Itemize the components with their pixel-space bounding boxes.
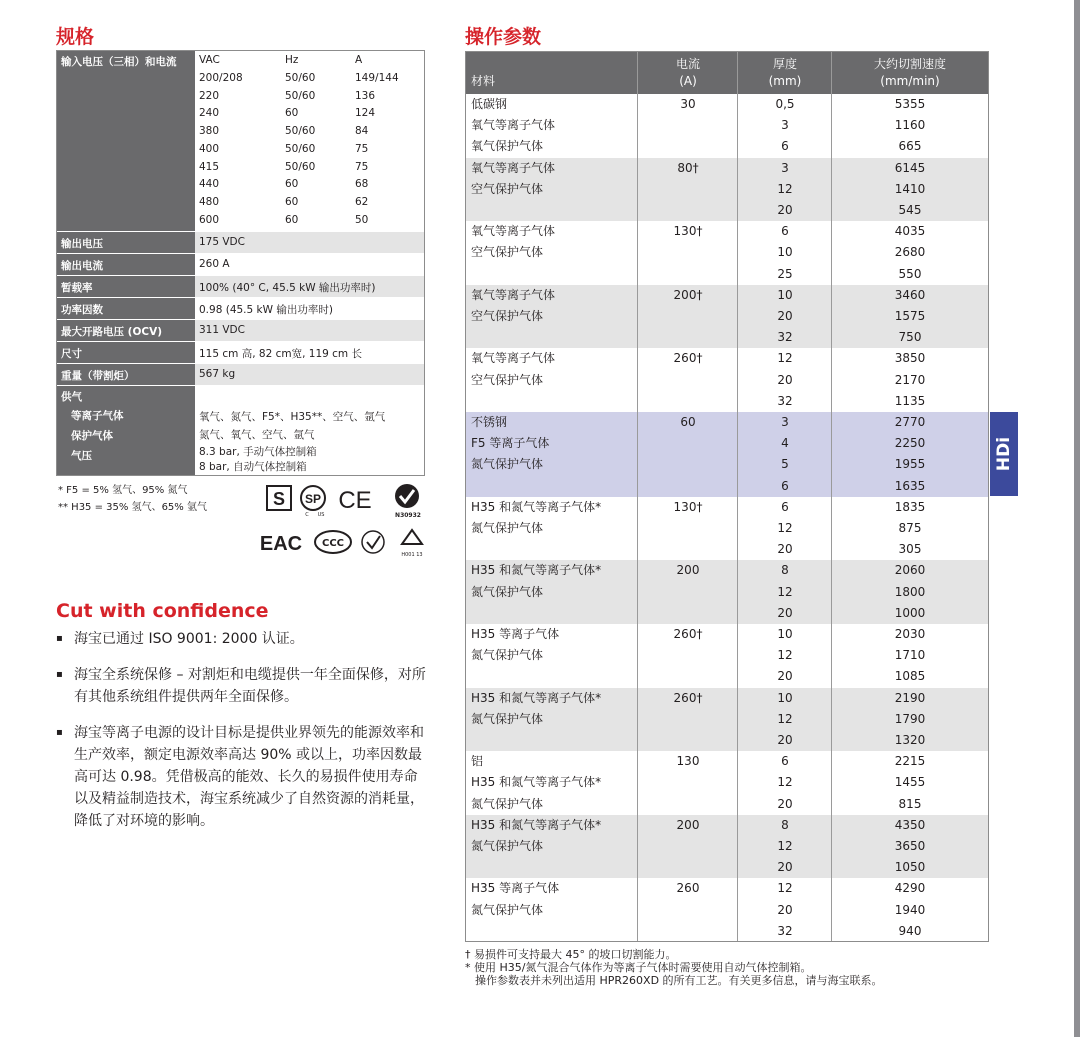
- input-cell: 600: [199, 213, 220, 226]
- material-label: 氮气保护气体: [471, 902, 544, 917]
- specs-row: [57, 232, 424, 253]
- input-cell: 415: [199, 160, 220, 173]
- ops-group: [466, 412, 988, 497]
- material-label: H35 和氮气等离子气体*: [471, 817, 602, 832]
- specs-label: 功率因数: [57, 298, 195, 319]
- material-label: 空气保护气体: [471, 308, 544, 323]
- input-cell: 124: [355, 107, 376, 120]
- input-cell: 84: [355, 125, 369, 138]
- speed-value: 1135: [894, 393, 926, 408]
- specs-value: 0.98 (45.5 kW 输出功率时): [199, 304, 333, 316]
- svg-text:SP: SP: [304, 492, 322, 506]
- material-label: 空气保护气体: [471, 181, 544, 196]
- material-label: 氧气等离子气体: [471, 351, 556, 366]
- thickness-value: 20: [777, 605, 793, 620]
- speed-value: 2060: [894, 563, 926, 578]
- material-label: 氮气保护气体: [471, 648, 544, 663]
- thickness-value: 3: [781, 415, 789, 429]
- thickness-value: 20: [777, 372, 793, 387]
- thickness-value: 12: [777, 838, 793, 853]
- ops-group: [466, 497, 988, 561]
- input-cell: 400: [199, 142, 220, 155]
- current-value: 260†: [673, 690, 703, 705]
- speed-value: 2190: [894, 690, 926, 705]
- speed-value: 1000: [894, 605, 926, 620]
- gas-sub-plasma: 等离子气体: [71, 410, 124, 422]
- speed-value: 2770: [894, 415, 926, 429]
- input-cell: 60: [285, 213, 299, 226]
- speed-value: 3460: [894, 287, 926, 302]
- s-mark-icon: [267, 486, 291, 510]
- input-header-hz: Hz: [285, 54, 299, 66]
- speed-value: 1800: [894, 584, 926, 599]
- specs-title: 规格: [56, 26, 95, 48]
- material-label: F5 等离子气体: [471, 436, 550, 451]
- gas-sub-pressure: 气压: [71, 450, 92, 462]
- material-label: H35 和氮气等离子气体*: [471, 499, 602, 514]
- bullet-item: ▪ 海宝等离子电源的设计目标是提供业界领先的能源效率和生产效率，额定电源效率高达 90% 或以上，功率因数最高可达 0.98。凭借极高的能效、长久的易损件使用寿命以及精益制造技术，海宝系统减少了自然资源的消耗量，降低了对环境的影响。: [56, 722, 426, 832]
- thickness-value: 20: [777, 669, 793, 684]
- input-table: [195, 51, 424, 231]
- speed-value: 2170: [894, 372, 926, 387]
- ops-table: [465, 51, 989, 942]
- current-value: 200: [676, 563, 700, 578]
- material-label: H35 和氮气等离子气体*: [471, 775, 602, 790]
- speed-value: 2030: [894, 627, 926, 641]
- specs-row: [57, 276, 424, 297]
- specs-label: 暂载率: [57, 276, 195, 297]
- thickness-value: 3: [781, 118, 789, 133]
- thickness-value: 10: [777, 690, 793, 705]
- specs-value: 115 cm 高, 82 cm宽, 119 cm 长: [199, 348, 362, 360]
- input-cell: 60: [285, 178, 299, 191]
- eac-mark-icon: [260, 533, 302, 555]
- ops-group: [466, 348, 988, 412]
- specs-row: [57, 320, 424, 341]
- input-cell: 50/60: [285, 142, 316, 155]
- bullet-item: ▪ 海宝已通过 ISO 9001: 2000 认证。: [56, 628, 426, 650]
- specs-value: 260 A: [199, 258, 230, 270]
- specs-value: 567 kg: [199, 368, 236, 380]
- input-cell: 136: [355, 89, 376, 102]
- footnote: 操作参数表并未列出适用 HPR260XD 的所有工艺。有关更多信息，请与海宝联系。: [475, 974, 883, 987]
- thickness-value: 12: [777, 711, 793, 726]
- speed-value: 940: [898, 923, 922, 938]
- thickness-value: 12: [777, 648, 793, 663]
- thickness-value: 20: [777, 732, 793, 747]
- thickness-value: 32: [777, 923, 793, 938]
- page-edge: [1074, 0, 1080, 1037]
- speed-value: 2250: [894, 436, 926, 451]
- input-cell: 60: [285, 195, 299, 208]
- current-value: 260: [676, 881, 700, 896]
- ops-title: 操作参数: [465, 26, 542, 48]
- input-cell: 380: [199, 125, 220, 138]
- ops-group: [466, 688, 988, 752]
- material-label: H35 等离子气体: [471, 881, 560, 896]
- thickness-value: 8: [781, 817, 789, 832]
- specs-label: 输入电压（三相）和电流: [57, 51, 195, 231]
- specs-label: 输出电流: [57, 254, 195, 275]
- material-label: 氧气等离子气体: [471, 160, 556, 175]
- svg-text:H001 13: H001 13: [401, 552, 423, 558]
- header-thickness: 厚度 (mm): [768, 57, 802, 88]
- gas-value: 8 bar, 自动气体控制箱: [199, 461, 307, 473]
- speed-value: 4290: [894, 881, 926, 896]
- current-value: 200: [676, 817, 700, 832]
- speed-value: 1635: [894, 478, 926, 493]
- thickness-value: 8: [781, 563, 789, 578]
- input-cell: 50/60: [285, 89, 316, 102]
- input-cell: 220: [199, 89, 220, 102]
- thickness-value: 20: [777, 308, 793, 323]
- current-value: 200†: [673, 287, 703, 302]
- footnote: † 易损件可支持最大 45° 的坡口切割能力。: [465, 948, 677, 961]
- input-cell: 440: [199, 178, 220, 191]
- speed-value: 4035: [894, 224, 926, 239]
- svg-text:EAC: EAC: [259, 533, 303, 555]
- specs-value: 311 VDC: [199, 324, 245, 336]
- footnote: * F5 = 5% 氢气、95% 氮气: [58, 485, 188, 496]
- ops-group: [466, 751, 988, 815]
- speed-value: 545: [898, 202, 922, 217]
- ops-header: [466, 52, 988, 94]
- speed-value: 1410: [894, 181, 926, 196]
- material-label: 氧气等离子气体: [471, 118, 556, 133]
- specs-label: 输出电压: [57, 232, 195, 253]
- thickness-value: 0,5: [775, 97, 795, 111]
- speed-value: 1320: [894, 732, 926, 747]
- speed-value: 1050: [894, 860, 926, 875]
- material-label: H35 和氮气等离子气体*: [471, 563, 602, 578]
- thickness-value: 10: [777, 627, 793, 641]
- input-cell: 60: [285, 107, 299, 120]
- material-label: H35 等离子气体: [471, 627, 560, 641]
- current-value: 30: [680, 97, 696, 111]
- csa-mark-icon: [301, 486, 325, 518]
- speed-value: 5355: [894, 97, 926, 111]
- ops-group: [466, 285, 988, 349]
- input-cell: 75: [355, 142, 369, 155]
- header-material: 材料: [471, 74, 496, 88]
- material-label: 氮气保护气体: [471, 584, 544, 599]
- svg-text:CE: CE: [338, 487, 372, 514]
- input-cell: 200/208: [199, 72, 243, 84]
- thickness-value: 12: [777, 181, 793, 196]
- specs-label: 供气 等离子气体 保护气体 气压: [57, 386, 195, 475]
- speed-value: 305: [898, 542, 922, 557]
- svg-text:S: S: [272, 489, 286, 509]
- ops-group: [466, 878, 988, 942]
- speed-value: 1940: [894, 902, 926, 917]
- speed-value: 2680: [894, 245, 926, 260]
- material-label: 氧气等离子气体: [471, 287, 556, 302]
- material-label: 氮气保护气体: [471, 796, 544, 811]
- input-cell: 480: [199, 195, 220, 208]
- thickness-value: 12: [777, 520, 793, 535]
- svg-text:CCC: CCC: [321, 538, 345, 549]
- footnote: * 使用 H35/氮气混合气体作为等离子气体时需要使用自动气体控制箱。: [465, 961, 812, 974]
- input-cell: 240: [199, 107, 220, 120]
- current-value: 130: [676, 754, 700, 769]
- thickness-value: 5: [781, 457, 789, 472]
- speed-value: 1160: [894, 118, 926, 133]
- speed-value: 750: [898, 330, 922, 345]
- ops-group: [466, 815, 988, 879]
- speed-value: 1790: [894, 711, 926, 726]
- speed-value: 665: [898, 139, 922, 154]
- material-label: 氮气保护气体: [471, 520, 544, 535]
- input-cell: 149/144: [355, 72, 399, 84]
- rcm-mark-icon: [395, 484, 421, 519]
- certification-marks: [255, 482, 435, 558]
- specs-row: [57, 254, 424, 275]
- material-label: 低碳钢: [471, 97, 508, 111]
- material-label: H35 和氮气等离子气体*: [471, 690, 602, 705]
- hdi-side-tab: HDi: [990, 412, 1018, 496]
- material-label: 空气保护气体: [471, 372, 544, 387]
- current-value: 60: [680, 415, 696, 429]
- specs-row: [57, 298, 424, 319]
- ua-mark-icon: [401, 530, 422, 558]
- ccc-mark-icon: [315, 531, 351, 553]
- thickness-value: 20: [777, 796, 793, 811]
- speed-value: 1085: [894, 669, 926, 684]
- header-speed: 大约切割速度 (mm/min): [873, 57, 946, 88]
- ops-group: [466, 158, 988, 222]
- speed-value: 1710: [894, 648, 926, 663]
- thickness-value: 6: [781, 754, 789, 769]
- gas-value: 氧气、氮气、F5*、H35**、空气、氩气: [199, 411, 386, 423]
- specs-label: 尺寸: [57, 342, 195, 363]
- ops-footnotes: [465, 948, 883, 987]
- gas-value: 氮气、氧气、空气、氩气: [199, 429, 315, 441]
- input-cell: 50/60: [285, 125, 316, 138]
- speed-value: 3650: [894, 838, 926, 853]
- input-header-a: A: [355, 54, 363, 66]
- svg-text:N30932: N30932: [395, 512, 421, 519]
- thickness-value: 10: [777, 245, 793, 260]
- thickness-value: 3: [781, 160, 789, 175]
- current-value: 260†: [673, 351, 703, 366]
- speed-value: 3850: [894, 351, 926, 366]
- material-label: 氮气保护气体: [471, 838, 544, 853]
- thickness-value: 6: [781, 224, 789, 239]
- header-current: 电流 (A): [675, 57, 700, 88]
- thickness-value: 12: [777, 775, 793, 790]
- input-cell: 62: [355, 195, 369, 208]
- current-value: 260†: [673, 627, 703, 641]
- speed-value: 2215: [894, 754, 926, 769]
- bullet-list: [56, 628, 426, 846]
- current-value: 80†: [677, 160, 699, 175]
- specs-row: [57, 342, 424, 363]
- specs-label: 最大开路电压 (OCV): [57, 320, 195, 341]
- thickness-value: 32: [777, 330, 793, 345]
- speed-value: 1955: [894, 457, 926, 472]
- thickness-value: 25: [777, 266, 793, 281]
- thickness-value: 12: [777, 351, 793, 366]
- svg-text:C: C: [305, 512, 309, 518]
- speed-value: 550: [898, 266, 922, 281]
- material-label: 氧气保护气体: [471, 139, 544, 154]
- material-label: 氧气等离子气体: [471, 224, 556, 239]
- speed-value: 1835: [894, 499, 926, 514]
- thickness-value: 20: [777, 902, 793, 917]
- thickness-value: 12: [777, 584, 793, 599]
- specs-row-gas: [57, 386, 424, 475]
- thickness-value: 10: [777, 287, 793, 302]
- ce-mark-icon: [338, 487, 371, 514]
- thickness-value: 32: [777, 393, 793, 408]
- ops-group: [466, 560, 988, 624]
- input-cell: 75: [355, 160, 369, 173]
- thickness-value: 6: [781, 499, 789, 514]
- ops-group: [466, 94, 988, 158]
- ukrsepro-mark-icon: [362, 531, 384, 553]
- ops-group: [466, 624, 988, 688]
- thickness-value: 4: [781, 436, 789, 451]
- thickness-value: 20: [777, 202, 793, 217]
- speed-value: 1455: [894, 775, 926, 790]
- input-cell: 68: [355, 178, 369, 191]
- current-value: 130†: [673, 499, 703, 514]
- cut-title: Cut with confidence: [56, 600, 269, 622]
- gas-value: 8.3 bar, 手动气体控制箱: [199, 446, 317, 458]
- thickness-value: 6: [781, 139, 789, 154]
- material-label: 氮气保护气体: [471, 711, 544, 726]
- current-value: 130†: [673, 224, 703, 239]
- speed-value: 6145: [894, 160, 926, 175]
- footnote: ** H35 = 35% 氢气、65% 氩气: [58, 502, 207, 513]
- specs-value: 175 VDC: [199, 236, 245, 248]
- material-label: 铝: [471, 754, 484, 769]
- thickness-value: 12: [777, 881, 793, 896]
- ops-group: [466, 221, 988, 285]
- thickness-value: 20: [777, 860, 793, 875]
- bullet-item: ▪ 海宝全系统保修 – 对割炬和电缆提供一年全面保修，对所有其他系统组件提供两年全面保修。: [56, 664, 426, 708]
- thickness-value: 6: [781, 478, 789, 493]
- specs-value: 100% (40° C, 45.5 kW 输出功率时): [199, 282, 376, 294]
- input-header-vac: VAC: [199, 54, 220, 66]
- speed-value: 815: [898, 796, 922, 811]
- material-label: 不锈钢: [471, 415, 508, 429]
- specs-row-input: [57, 51, 424, 231]
- gas-values: [195, 386, 424, 475]
- speed-value: 1575: [894, 308, 926, 323]
- speed-value: 875: [898, 520, 922, 535]
- thickness-value: 20: [777, 542, 793, 557]
- speed-value: 4350: [894, 817, 926, 832]
- material-label: 空气保护气体: [471, 245, 544, 260]
- svg-text:US: US: [317, 512, 325, 518]
- input-cell: 50: [355, 213, 369, 226]
- gas-sub-shield: 保护气体: [71, 430, 113, 442]
- material-label: 氮气保护气体: [471, 457, 544, 472]
- specs-footnotes: [58, 482, 207, 516]
- input-cell: 50/60: [285, 160, 316, 173]
- specs-table: [56, 50, 425, 476]
- specs-row: [57, 364, 424, 385]
- input-cell: 50/60: [285, 72, 316, 84]
- specs-label: 重量（带割炬）: [57, 364, 195, 385]
